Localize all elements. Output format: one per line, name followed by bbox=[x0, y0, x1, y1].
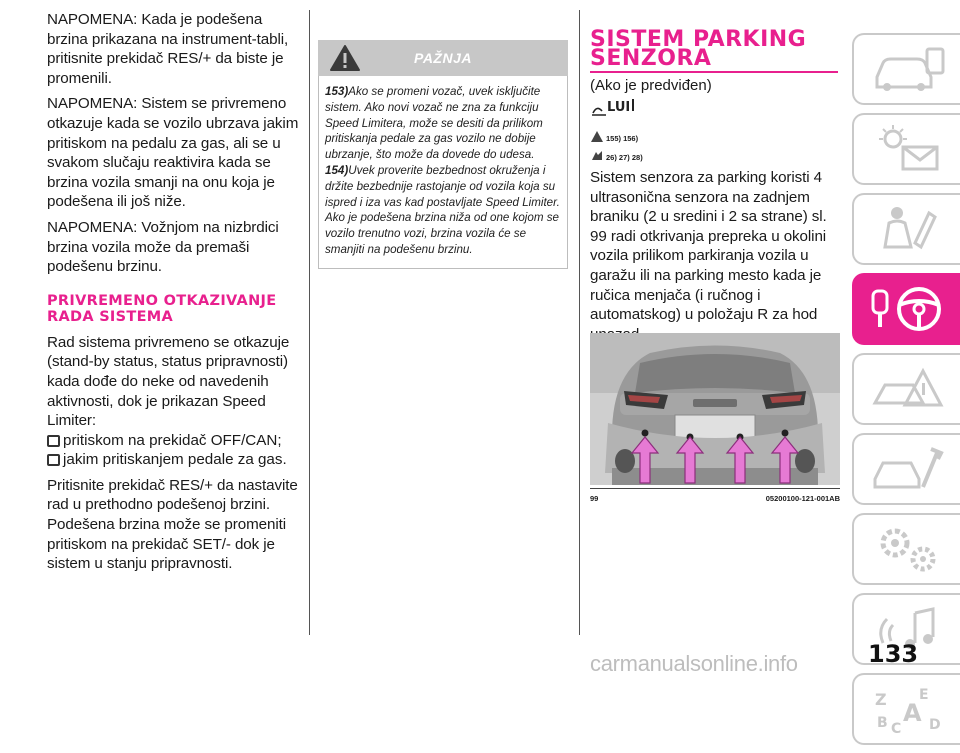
warning-paragraph bbox=[325, 163, 561, 258]
title-underline bbox=[590, 71, 838, 73]
warning-text: Ako se promeni vozač, uvek isključite sistem. Ako novi vozač ne zna za funkciju Speed Limitera, može se desiti da prilikom pritiskanja pedale za gas vozilo ne dobije ubrzanje, što može da dovede do udesa. bbox=[325, 85, 543, 162]
paragraph-parking-sensors: Sistem senzora za parking koristi 4 ultrasonična senzora na zadnjem braniku (2 u sredini i 2 sa strane) sl. 99 radi otkrivanja prepreka u okolini vozila prilikom parkiranja vozila u garažu ili na parking mesto kada je ručica menjača (i ručnog i automatskog) u položaju R za hod bbox=[590, 169, 827, 324]
steering-wheel-icon bbox=[867, 283, 947, 335]
svg-text:C: C bbox=[891, 721, 902, 737]
index-icon bbox=[867, 683, 947, 735]
note-temporary-disable: NAPOMENA: Sistem se privremeno otkazuje kada se vozilo ubrzava jakim pritiskom na pedalu za gas, ali se u svakom slučaju reaktivira kada se brzina vozila smanji na onu koja je podešena ili još niže. bbox=[47, 95, 299, 211]
bullet-icon bbox=[47, 454, 60, 466]
svg-text:Z: Z bbox=[875, 690, 887, 709]
reference-row bbox=[590, 149, 840, 162]
svg-text:E: E bbox=[919, 687, 929, 703]
warning-header bbox=[318, 40, 568, 76]
version-variant-icon bbox=[590, 97, 640, 119]
tab-technical-data[interactable] bbox=[852, 513, 960, 585]
tab-starting-driving[interactable] bbox=[852, 273, 960, 345]
column-left bbox=[47, 10, 299, 580]
rear-bumper-sensors-illustration bbox=[590, 333, 840, 485]
note-speed-display: NAPOMENA: Kada je podešena brzina prikazana na instrument-tabli, pritisnite prekidač RES/+ da biste je promenili. bbox=[47, 11, 289, 87]
reference-numbers: 26) 27) 28) bbox=[606, 153, 643, 162]
list-item-text: jakim pritiskanjem pedale za gas. bbox=[63, 451, 287, 469]
warning-number: 154) bbox=[325, 163, 349, 177]
svg-text:D: D bbox=[929, 717, 941, 733]
technical-data-icon bbox=[867, 523, 947, 575]
figure-caption bbox=[590, 494, 840, 503]
warning-triangle-icon bbox=[590, 130, 604, 143]
warning-paragraph bbox=[325, 84, 561, 163]
warning-box bbox=[318, 40, 568, 269]
tab-index[interactable] bbox=[852, 673, 960, 745]
list-item-text: pritiskom na prekidač OFF/CAN; bbox=[63, 431, 282, 449]
reference-numbers: 155) 156) bbox=[606, 134, 639, 143]
svg-text:B: B bbox=[877, 715, 888, 731]
warning-number: 153) bbox=[325, 85, 349, 98]
svg-text:LUI: LUI bbox=[607, 100, 631, 115]
safety-icon bbox=[867, 203, 947, 255]
emergency-icon bbox=[867, 363, 947, 415]
warning-lights-icon bbox=[867, 123, 947, 175]
tab-emergency[interactable] bbox=[852, 353, 960, 425]
figure-number: 99 bbox=[590, 494, 599, 503]
paragraph-standby: Rad sistema privremeno se otkazuje (stand-by status, status pripravnosti) kada dođe do neke od navedenih aktivnosti, dok je prikazan Speed Limiter: bbox=[47, 333, 290, 430]
reference-row bbox=[590, 130, 840, 143]
figure-code: 05200100-121-001AB bbox=[765, 494, 840, 503]
bullet-icon bbox=[47, 435, 60, 447]
column-divider bbox=[309, 10, 310, 635]
tab-maintenance[interactable] bbox=[852, 433, 960, 505]
page-title-line: SENZORA bbox=[590, 46, 712, 71]
warning-triangle-icon bbox=[330, 45, 360, 71]
page-title bbox=[590, 27, 840, 71]
warning-title: PAŽNJA bbox=[414, 50, 472, 66]
note-downhill: NAPOMENA: Vožnjom na nizbrdici brzina vozila može da premaši podešenu brzinu. bbox=[47, 218, 279, 276]
tab-safety[interactable] bbox=[852, 193, 960, 265]
warning-body bbox=[318, 76, 568, 269]
caution-hand-icon bbox=[590, 149, 604, 162]
warning-text: Uvek proverite bezbednost okruženja i držite bezbednije rastojanje od vozila koja su ispred i iza vas kad postavljate Speed Limiter. Ako je podešena brzina niža od one kojom se vozilo trenutno vozi, brzina vozila će se smanjiti na podešenu brzinu. bbox=[325, 163, 560, 256]
list-item bbox=[47, 450, 299, 470]
list-item bbox=[47, 431, 299, 451]
figure-rear-bumper bbox=[590, 333, 840, 485]
tab-warning-lights[interactable] bbox=[852, 113, 960, 185]
column-right bbox=[590, 27, 840, 355]
page-number: 133 bbox=[868, 640, 919, 668]
watermark: carmanualsonline.info bbox=[590, 651, 798, 676]
svg-text:A: A bbox=[903, 699, 922, 727]
subtitle: (Ako je predviđen) bbox=[590, 77, 712, 94]
column-divider bbox=[579, 10, 580, 635]
paragraph-resume: Pritisnite prekidač RES/+ da nastavite rad u prethodno podešenoj brzini. Podešena brzina može se promeniti pritiskom na prekidač SET/- dok je sistem u stanju pripravnosti. bbox=[47, 476, 298, 573]
figure-caption-divider bbox=[590, 488, 840, 489]
tab-car-info[interactable] bbox=[852, 33, 960, 105]
page-title-line: SISTEM PARKING bbox=[590, 27, 807, 52]
section-heading-temporary-disable: PRIVREMENO OTKAZIVANJE RADA SISTEMA bbox=[47, 292, 277, 325]
car-info-icon bbox=[867, 43, 947, 95]
maintenance-icon bbox=[867, 443, 947, 495]
